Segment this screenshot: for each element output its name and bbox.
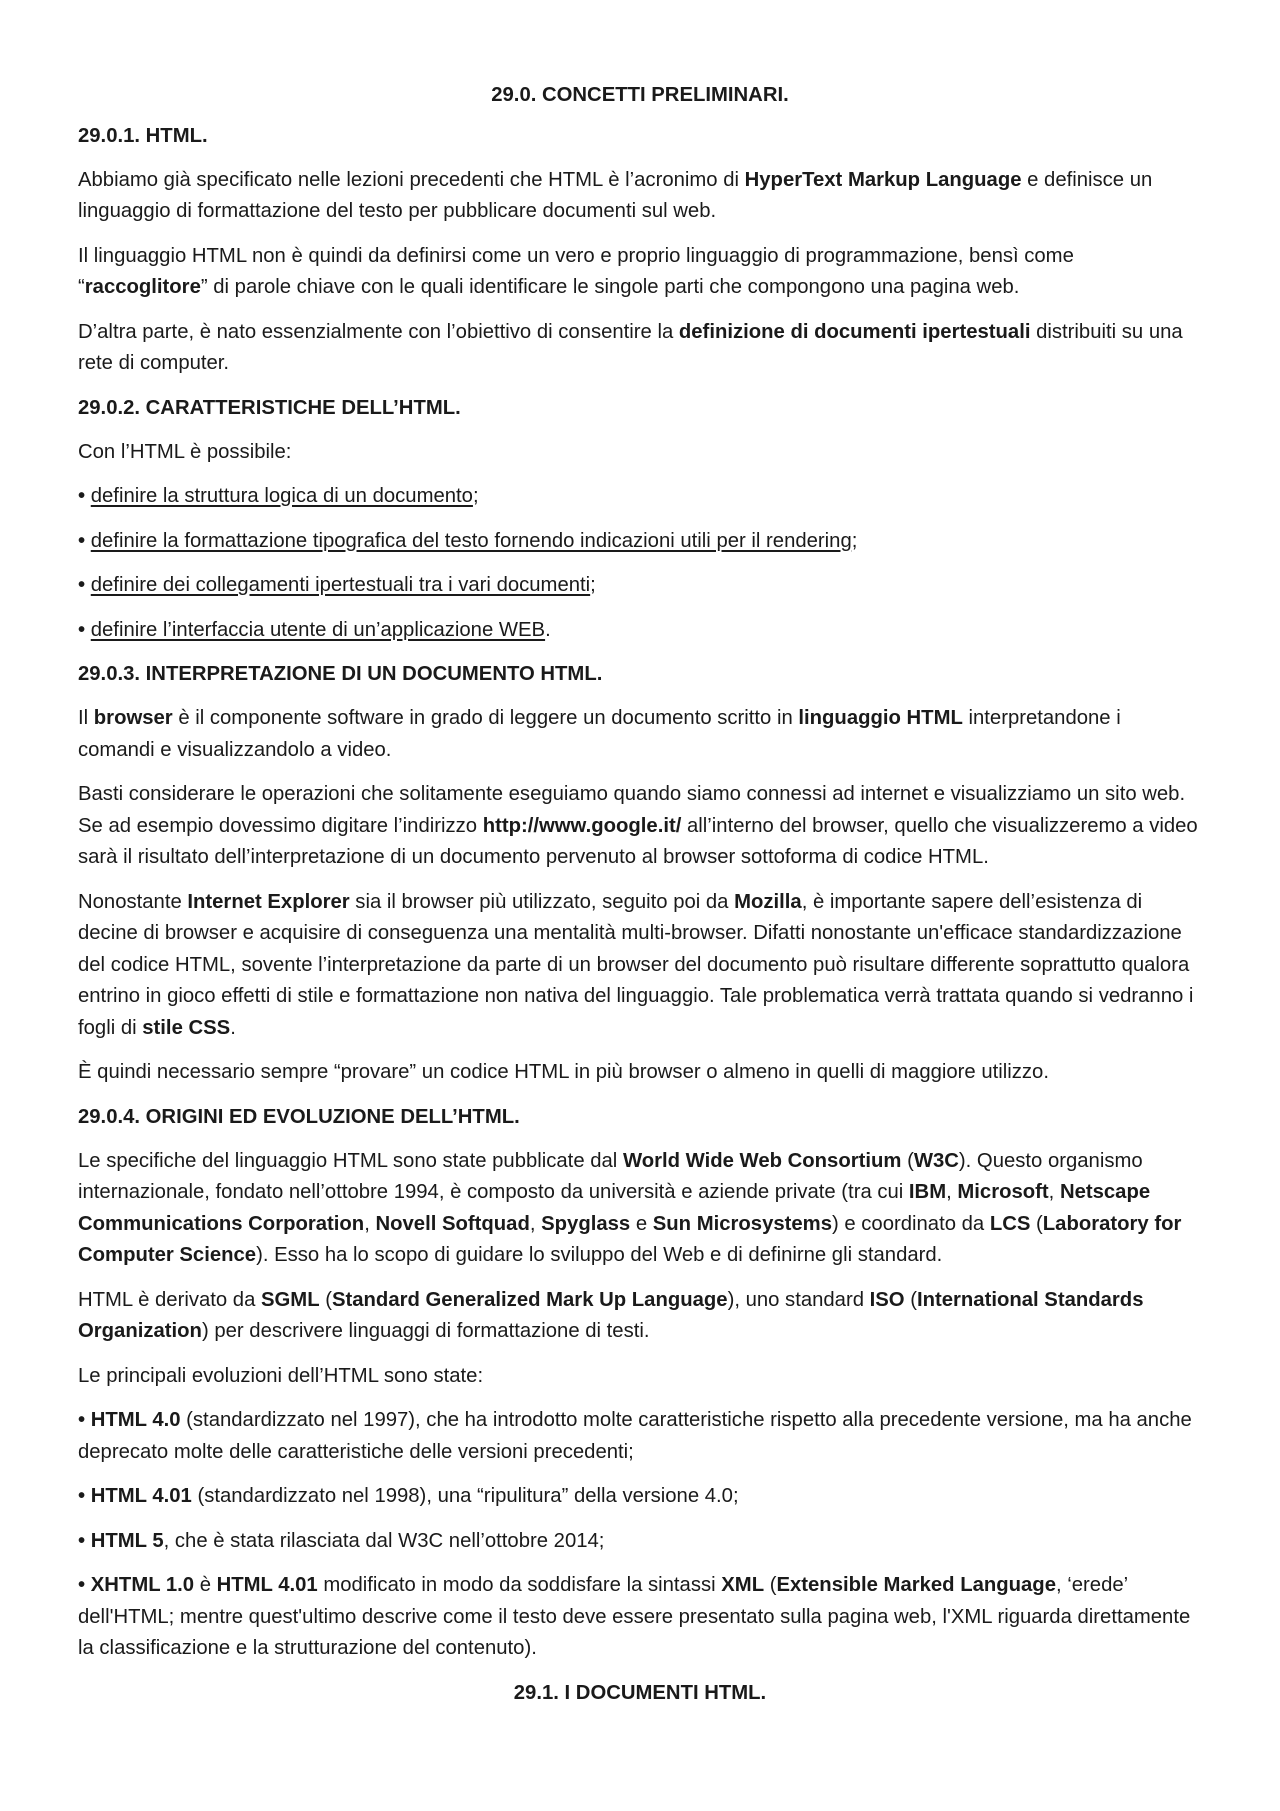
- section-heading-html: 29.0.1. HTML.: [78, 124, 208, 147]
- section-heading-interpretazione: 29.0.3. INTERPRETAZIONE DI UN DOCUMENTO HTML.: [78, 663, 603, 685]
- bullet-icon: •: [78, 529, 86, 552]
- paragraph: Il browser è il componente software in grado di leggere un documento scritto in linguaggio HTML interpretandone i comandi e visualizzandolo a video.: [78, 707, 1121, 761]
- bullet-icon: •: [78, 1485, 86, 1507]
- paragraph: Nonostante Internet Explorer sia il browser più utilizzato, seguito poi da Mozilla, è importante sapere dell’esistenza di decine di browser e acquisire di conseguenza una mentalità multi-browser. Difatti nonostante un'efficace standardizzazione del codice HTML, sovente l’interpretazione da parte di un browser del documento può risultare differente soprattutto qualora entrino in gioco effetti di stile e formattazione non nativa del linguaggio. Tale problematica verrà trattata quando si vedranno i fogli di stile CSS.: [78, 890, 1194, 1039]
- bullet-icon: •: [78, 1574, 86, 1596]
- section-heading-caratteristiche: 29.0.2. CARATTERISTICHE DELL’HTML.: [78, 396, 461, 419]
- next-chapter-title: 29.1. I DOCUMENTI HTML.: [513, 1681, 767, 1704]
- chapter-title: 29.0. CONCETTI PRELIMINARI.: [491, 84, 789, 106]
- list-item: • definire l’interfaccia utente di un’applicazione WEB.: [78, 618, 551, 641]
- list-item: • definire dei collegamenti ipertestuali tra i vari documenti;: [78, 574, 596, 596]
- bullet-icon: •: [78, 485, 86, 507]
- bullet-icon: •: [78, 1529, 86, 1552]
- paragraph: D’altra parte, è nato essenzialmente con l’obiettivo di consentire la definizione di documenti ipertestuali distribuiti su una rete di computer.: [78, 320, 1183, 374]
- paragraph: HTML è derivato da SGML (Standard Generalized Mark Up Language), uno standard ISO (International Standards Organization) per descrivere linguaggi di formattazione di testi.: [78, 1288, 1144, 1342]
- paragraph: Le principali evoluzioni dell’HTML sono state:: [78, 1364, 484, 1387]
- paragraph: È quindi necessario sempre “provare” un codice HTML in più browser o almeno in quelli di maggiore utilizzo.: [78, 1061, 1049, 1083]
- paragraph: Le specifiche del linguaggio HTML sono state pubblicate dal World Wide Web Consortium (W3C). Questo organismo internazionale, fondato nell’ottobre 1994, è composto da università e aziende private (tra cui IBM, Microsoft, Netscape Communications Corporation, Novell Softquad, Spyglass e Sun Microsystems) e coordinato da LCS (Laboratory for Computer Science). Esso ha lo scopo di guidare lo sviluppo del Web e di definirne gli standard.: [78, 1149, 1182, 1266]
- section-heading-origini: 29.0.4. ORIGINI ED EVOLUZIONE DELL’HTML.: [78, 1105, 520, 1128]
- paragraph: Il linguaggio HTML non è quindi da definirsi come un vero e proprio linguaggio di programmazione, bensì come “raccoglitore” di parole chiave con le quali identificare le singole parti che compongono una pagina web.: [78, 244, 1074, 298]
- list-item: • HTML 4.01 (standardizzato nel 1998), una “ripulitura” della versione 4.0;: [78, 1485, 739, 1507]
- paragraph: Abbiamo già specificato nelle lezioni precedenti che HTML è l’acronimo di HyperText Markup Language e definisce un linguaggio di formattazione del testo per pubblicare documenti sul web.: [78, 168, 1153, 222]
- paragraph: Con l’HTML è possibile:: [78, 440, 292, 463]
- list-item: • definire la formattazione tipografica del testo fornendo indicazioni utili per il rendering;: [78, 529, 858, 552]
- list-item: • HTML 4.0 (standardizzato nel 1997), che ha introdotto molte caratteristiche rispetto alla precedente versione, ma ha anche deprecato molte delle caratteristiche delle versioni precedenti;: [78, 1409, 1192, 1463]
- paragraph: Basti considerare le operazioni che solitamente eseguiamo quando siamo connessi ad internet e visualizziamo un sito web. Se ad esempio dovessimo digitare l’indirizzo http://www.google.it/ all’interno del browser, quello che visualizzeremo a video sarà il risultato dell’interpretazione di un documento pervenuto al browser sottoforma di codice HTML.: [78, 783, 1198, 868]
- list-item: • XHTML 1.0 è HTML 4.01 modificato in modo da soddisfare la sintassi XML (Extensible Marked Language, ‘erede’ dell'HTML; mentre quest'ultimo descrive come il testo deve essere presentato sulla pagina web, l'XML riguarda direttamente la classificazione e la strutturazione del contenuto).: [78, 1574, 1191, 1659]
- list-item: • definire la struttura logica di un documento;: [78, 485, 479, 507]
- list-item: • HTML 5, che è stata rilasciata dal W3C nell’ottobre 2014;: [78, 1529, 605, 1552]
- bullet-icon: •: [78, 618, 86, 641]
- bullet-icon: •: [78, 574, 86, 596]
- bullet-icon: •: [78, 1409, 86, 1431]
